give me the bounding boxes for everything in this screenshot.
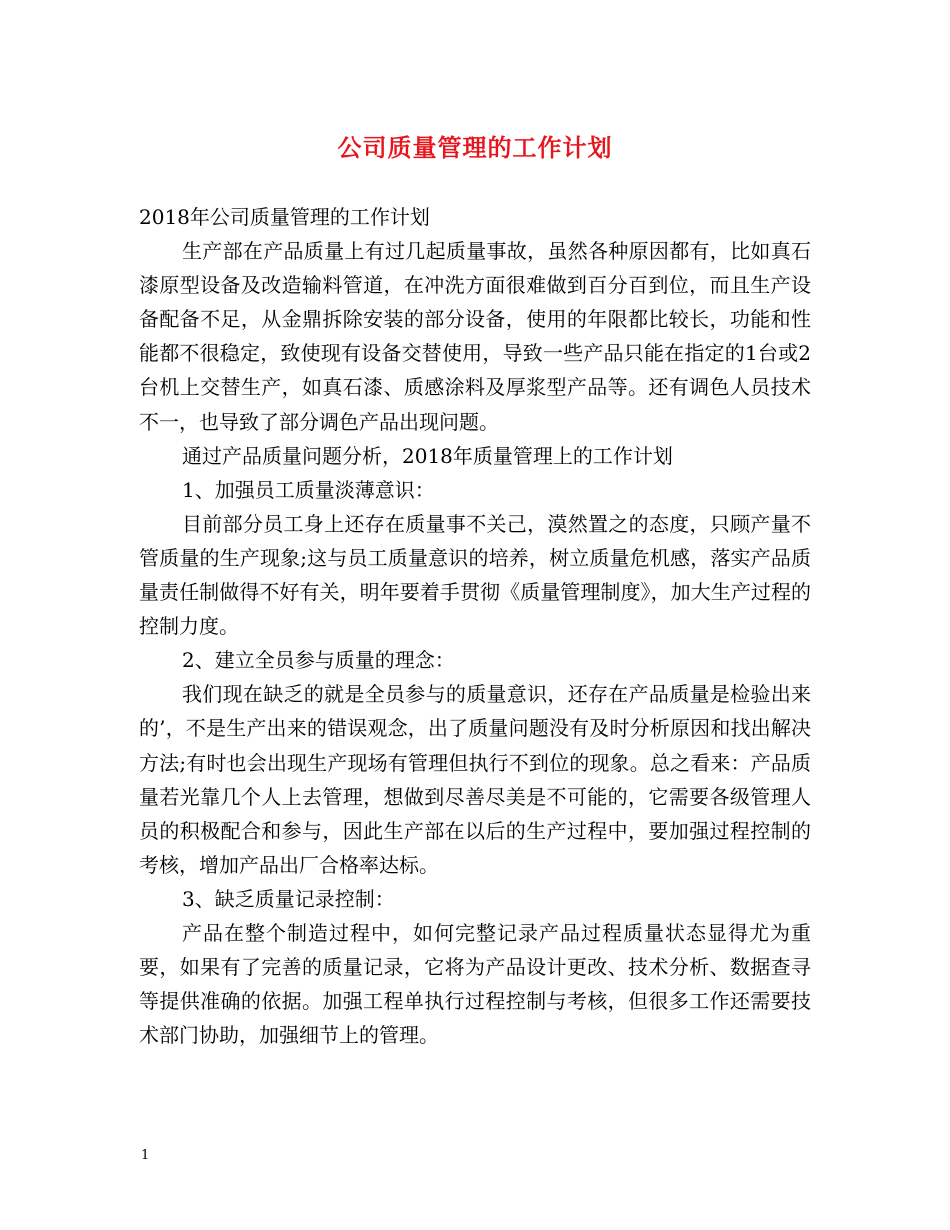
section-heading: 3、缺乏质量记录控制： xyxy=(182,886,395,911)
document-subtitle: 2018年公司质量管理的工作计划 xyxy=(139,205,430,229)
section-heading: 1、加强员工质量淡薄意识： xyxy=(182,477,435,502)
document-body xyxy=(139,200,811,1052)
paragraph: 通过产品质量问题分析，2018年质量管理上的工作计划 xyxy=(182,443,673,468)
document-title: 公司质量管理的工作计划 xyxy=(337,133,613,162)
paragraph: 我们现在缺乏的就是全员参与的质量意识，还存在产品质量是检验出来的’，不是生产出来的错误观念，出了质量问题没有及时分析原因和找出解决方法;有时也会出现生产现场有管理但执行不到位的现象。总之看来：产品质量若光靠几个人上去管理，想做到尽善尽美是不可能的，它需要各级管理人员的积极配合和参与，因此生产部在以后的生产过程中，要加强过程控制的考核，增加产品出厂合格率达标。 xyxy=(139,682,811,877)
paragraph: 产品在整个制造过程中，如何完整记录产品过程质量状态显得尤为重要，如果有了完善的质量记录，它将为产品设计更改、技术分析、数据查寻等提供准确的依据。加强工程单执行过程控制与考核，但很多工作还需要技术部门协助，加强细节上的管理。 xyxy=(139,920,811,1048)
paragraph: 目前部分员工身上还存在质量事不关己，漠然置之的态度，只顾产量不管质量的生产现象;这与员工质量意识的培养，树立质量危机感，落实产品质量责任制做得不好有关，明年要着手贯彻《质量管理制度》，加大生产过程的控制力度。 xyxy=(139,511,811,639)
page-number: 1 xyxy=(141,1148,150,1163)
paragraph: 生产部在产品质量上有过几起质量事故，虽然各种原因都有，比如真石漆原型设备及改造输料管道，在冲洗方面很难做到百分百到位，而且生产设备配备不足，从金鼎拆除安装的部分设备，使用的年限都比较长，功能和性能都不很稳定，致使现有设备交替使用，导致一些产品只能在指定的1台或2台机上交替生产，如真石漆、质感涂料及厚浆型产品等。还有调色人员技术不一，也导致了部分调色产品出现问题。 xyxy=(139,239,811,434)
section-heading: 2、建立全员参与质量的理念： xyxy=(182,648,455,673)
